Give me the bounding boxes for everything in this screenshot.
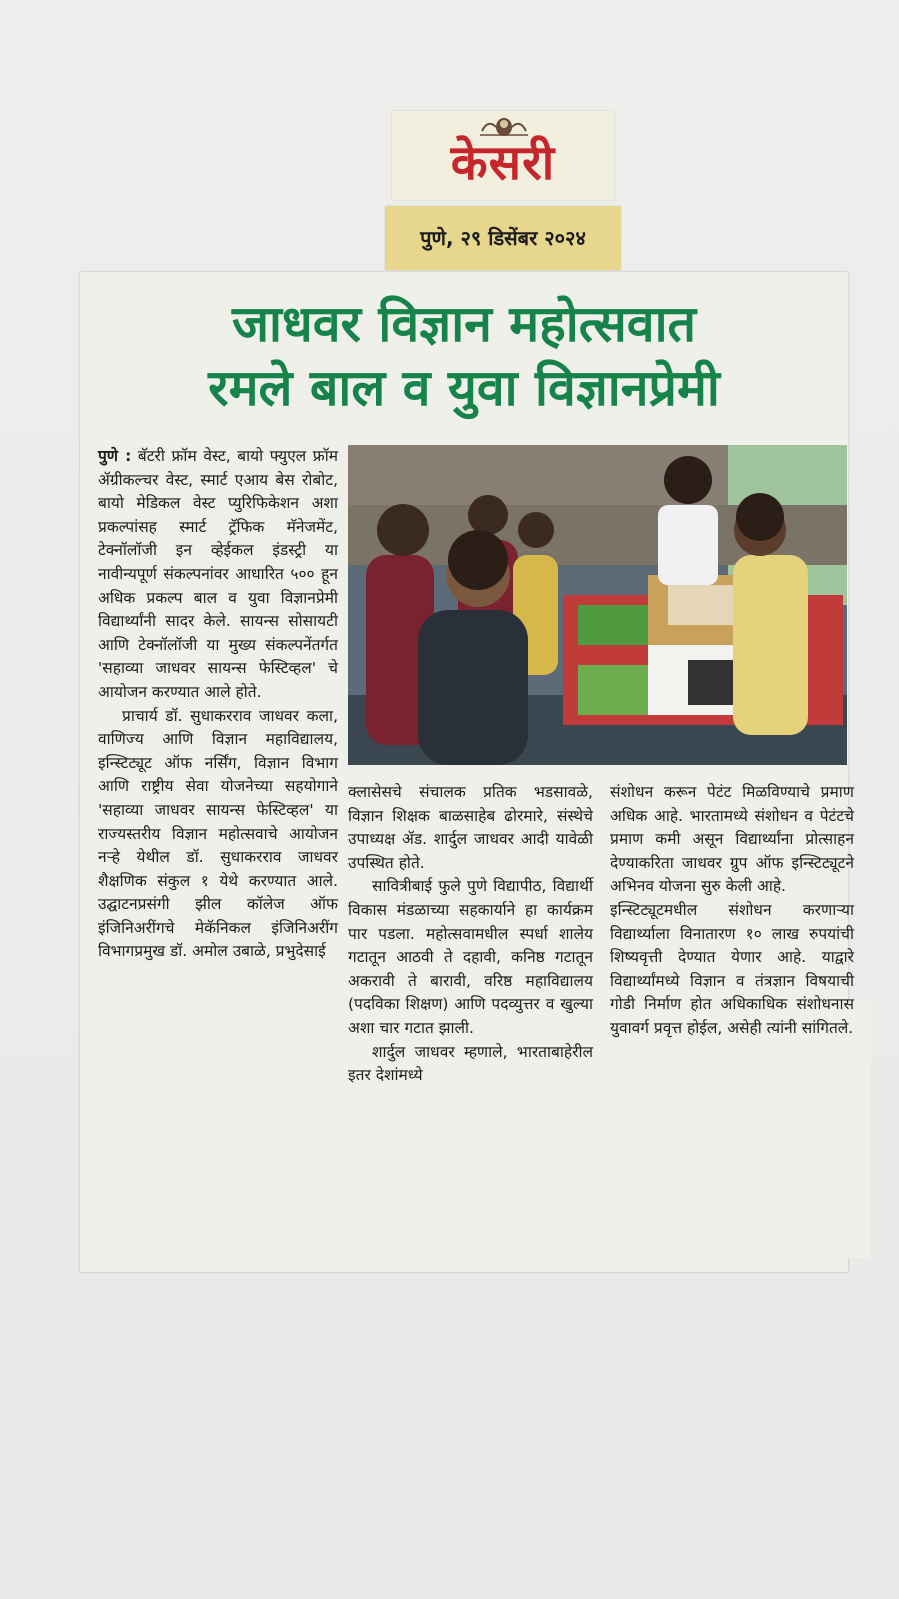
masthead-title: केसरी (450, 135, 556, 191)
article-paragraph: इन्स्टिट्यूटमधील संशोधन करणाऱ्या विद्यार्थ्याला विनातारण १० लाख रुपयांची शिष्यवृत्ती देण्यात येणार आहे. याद्वारे विद्यार्थ्यांमध्ये विज्ञान व तंत्रज्ञान विषयाची गोडी निर्माण होत अधिकाधिक संशोधनास युवावर्ग प्रवृत्त होईल, असेही त्यांनी सांगितले. (610, 900, 854, 1037)
students-at-science-exhibition-photo (348, 445, 847, 765)
newspaper-masthead (392, 111, 614, 200)
article-paragraph: बॅटरी फ्रॉम वेस्ट, बायो फ्युएल फ्रॉम ॲग्रीकल्चर वेस्ट, स्मार्ट एआय बेस रोबोट, बायो मेडिकल वेस्ट प्युरिफिकेशन अशा प्रकल्पांसह स्मार्ट ट्रॅफिक मॅनेजमेंट, टेक्नॉलॉजी इन व्हेईकल इंडस्ट्री या नावीन्यपूर्ण संकल्पनांवर आधारित ५०० हून अधिक प्रकल्प बाल व युवा विज्ञानप्रेमी विद्यार्थ्यांनी सादर केले. सायन्स सोसायटी आणि टेक्नॉलॉजी या मुख्य संकल्पनेंतर्गत 'सहाव्या जाधवर सायन्स फेस्टिव्हल' चे आयोजन करण्यात आले होते. (98, 447, 338, 701)
headline-line-1: जाधवर विज्ञान महोत्सवात (231, 295, 697, 353)
dateline-text: पुणे, २९ डिसेंबर २०२४ (420, 226, 586, 250)
article-paragraph: संशोधन करून पेटंट मिळविण्याचे प्रमाण अधिक आहे. भारतामध्ये संशोधन व पेटंटचे प्रमाण कमी असून विद्यार्थ्यांना प्रोत्साहन देण्याकरिता जाधवर ग्रुप ऑफ इन्स्टिट्यूटने अभिनव योजना सुरु केली आहे. (610, 783, 854, 896)
article-paragraph: सावित्रीबाई फुले पुणे विद्यापीठ, विद्यार्थी विकास मंडळाच्या सहकार्याने हा कार्यक्रम पार पडला. महोत्सवामधील स्पर्धा शालेय गटातून आठवी ते दहावी, कनिष्ठ गटातून अकरावी ते बारावी, वरिष्ठ महाविद्यालय (पदविका शिक्षण) आणि पदव्युत्तर व खुल्या अशा चार गटात झाली. (348, 877, 593, 1037)
article-headline (80, 292, 848, 420)
article-column-2 (348, 781, 593, 1088)
article-location: पुणे : (98, 447, 132, 465)
article-column-3 (610, 781, 854, 1041)
article-column-1 (98, 445, 338, 964)
article-photo (348, 445, 847, 765)
article-paragraph: शार्दुल जाधवर म्हणाले, भारताबाहेरील इतर देशांमध्ये (348, 1042, 593, 1085)
article-paragraph: प्राचार्य डॉ. सुधाकरराव जाधवर कला, वाणिज्य आणि विज्ञान महाविद्यालय, इन्स्टिट्यूट ऑफ नर्सिंग, विज्ञान विभाग आणि राष्ट्रीय सेवा योजनेच्या सहयोगाने 'सहाव्या जाधवर सायन्स फेस्टिव्हल' या राज्यस्तरीय विज्ञान महोत्सवाचे आयोजन नऱ्हे येथील डॉ. सुधाकरराव जाधवर शैक्षणिक संकुल १ येथे करण्यात आले. उद्घाटनप्रसंगी झील कॉलेज ऑफ इंजिनिअरींगचे मेकॅनिकल इंजिनिअरींग विभागप्रमुख डॉ. अमोल उबाळे, प्रभुदेसाई (98, 706, 338, 961)
dateline-box (385, 206, 621, 270)
article-paragraph: क्लासेसचे संचालक प्रतिक भडसावळे, विज्ञान शिक्षक बाळसाहेब ढोरमारे, संस्थेचे उपाध्यक्ष ॲड. शार्दुल जाधवर आदी यावेळी उपस्थित होते. (348, 783, 593, 872)
headline-line-2: रमले बाल व युवा विज्ञानप्रेमी (208, 359, 720, 417)
